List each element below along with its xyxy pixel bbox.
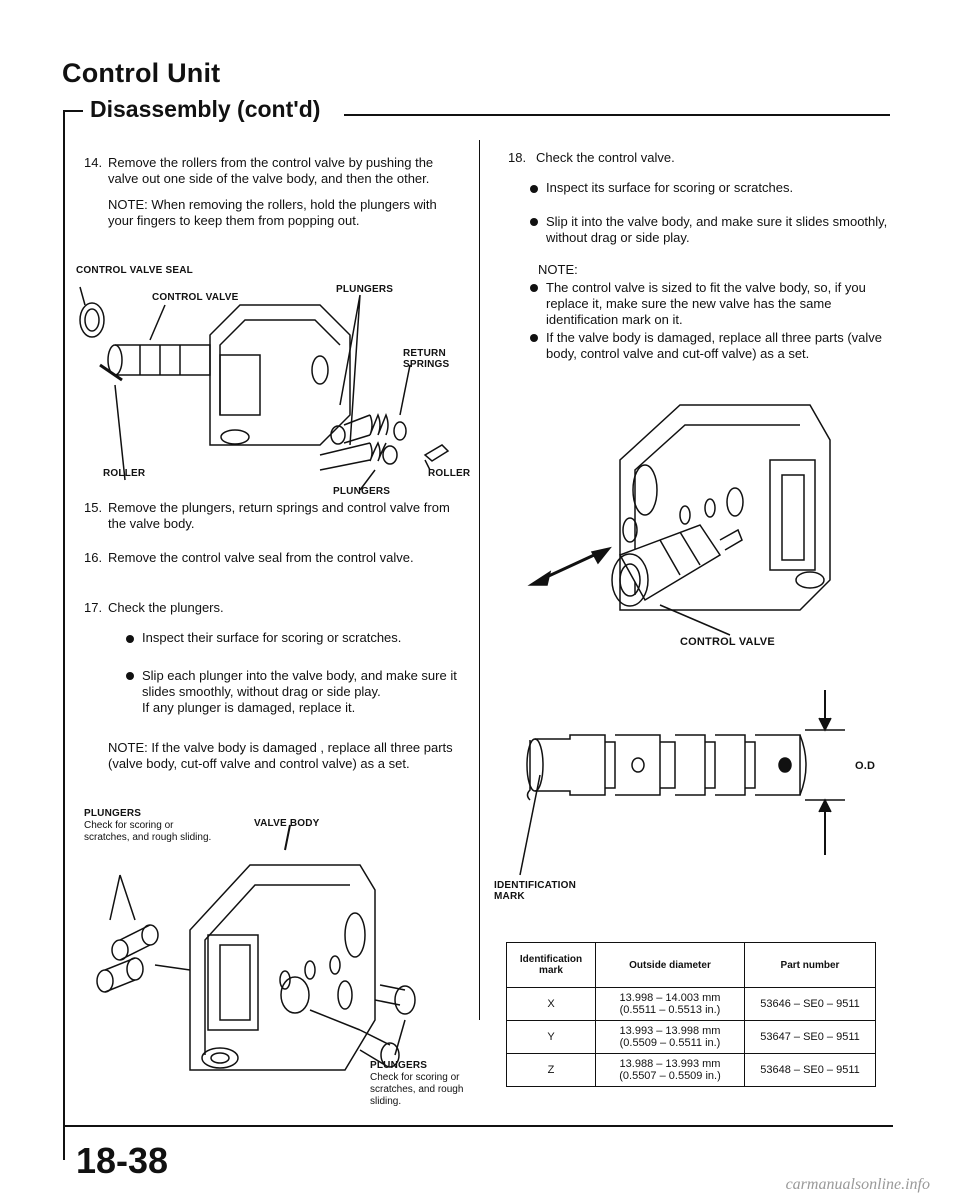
bullet-icon <box>530 334 538 342</box>
header-bracket-top <box>63 110 83 112</box>
step-15: 15. Remove the plungers, return springs and control valve from the valve body. <box>84 500 450 531</box>
cell-part: 53647 – SE0 – 9511 <box>745 1021 876 1054</box>
page-title: Control Unit <box>62 58 221 88</box>
th-identification-mark: Identification mark <box>507 943 596 988</box>
step-18-bullet-1: Inspect its surface for scoring or scratches. <box>530 180 890 196</box>
fig2-label-plungers: PLUNGERS <box>84 808 142 819</box>
figure-control-valve-od <box>500 680 890 890</box>
table-row <box>507 1054 876 1087</box>
left-margin-rule <box>63 110 65 1160</box>
fig2-caption-plungers: Check for scoring or scratches, and rough sliding. <box>84 820 212 843</box>
step-17-note: NOTE: If the valve body is damaged , replace all three parts (valve body, cut-off valve and control valve) as a set. <box>108 740 453 771</box>
section-subtitle: Disassembly (cont'd) <box>90 96 321 122</box>
step-17-bullet-1: Inspect their surface for scoring or scratches. <box>126 630 466 646</box>
step-14: 14. Remove the rollers from the control valve by pushing the valve out one side of the valve body, and then the other. NOTE: When removing the rollers, hold the plungers with your fingers to keep them from popping out. <box>84 155 459 229</box>
cell-part: 53646 – SE0 – 9511 <box>745 988 876 1021</box>
step-17-bullet-2: Slip each plunger into the valve body, and make sure it slides smoothly, without drag or side play. If any plunger is damaged, replace it. <box>126 668 462 716</box>
label-control-valve: CONTROL VALVE <box>152 292 239 303</box>
spec-table <box>506 942 876 1087</box>
footer-rule <box>63 1125 893 1127</box>
table-row <box>507 1021 876 1054</box>
step-18-bullet-2: Slip it into the valve body, and make sure it slides smoothly, without drag or side play. <box>530 214 890 246</box>
cell-mark: Z <box>507 1054 596 1087</box>
step-18-note-2: If the valve body is damaged, replace all three parts (valve body, control valve and cut-off valve) as a set. <box>530 330 890 362</box>
cell-od: 13.993 – 13.998 mm (0.5509 – 0.5511 in.) <box>596 1021 745 1054</box>
fig4-label-od: O.D <box>855 760 876 772</box>
cell-od: 13.988 – 13.993 mm (0.5507 – 0.5509 in.) <box>596 1054 745 1087</box>
th-outside-diameter: Outside diameter <box>596 943 745 988</box>
fig2-caption-plungers-2: Check for scoring or scratches, and rough sliding. <box>370 1072 464 1107</box>
cell-mark: Y <box>507 1021 596 1054</box>
header-rule <box>344 114 890 116</box>
label-control-valve-seal: CONTROL VALVE SEAL <box>76 265 193 276</box>
th-part-number: Part number <box>745 943 876 988</box>
step-14-text: Remove the rollers from the control valve by pushing the valve out one side of the valve body, and then the other. <box>108 155 434 186</box>
fig2-label-valve-body: VALVE BODY <box>254 818 320 829</box>
label-plungers-top: PLUNGERS <box>336 284 394 295</box>
page-number: 18-38 <box>76 1140 169 1181</box>
label-roller-left: ROLLER <box>103 468 146 479</box>
step-14-note: NOTE: When removing the rollers, hold the plungers with your fingers to keep them from popping out. <box>108 197 437 228</box>
bullet-icon <box>126 635 134 643</box>
bullet-icon <box>530 284 538 292</box>
table-row <box>507 988 876 1021</box>
bullet-icon <box>530 218 538 226</box>
cell-mark: X <box>507 988 596 1021</box>
label-plungers-bottom: PLUNGERS <box>333 486 391 497</box>
step-17: 17. Check the plungers. <box>84 600 224 615</box>
bullet-icon <box>530 185 538 193</box>
cell-part: 53648 – SE0 – 9511 <box>745 1054 876 1087</box>
step-18-note-1: The control valve is sized to fit the valve body, so, if you replace it, make sure the new valve has the same identification mark on it. <box>530 280 890 328</box>
bullet-icon <box>126 672 134 680</box>
watermark: carmanualsonline.info <box>785 1176 930 1193</box>
fig4-label-identification-mark: IDENTIFICATION MARK <box>494 880 577 902</box>
step-18-note-label: NOTE: <box>538 262 578 277</box>
cell-od: 13.998 – 14.003 mm (0.5511 – 0.5513 in.) <box>596 988 745 1021</box>
step-16: 16. Remove the control valve seal from the control valve. <box>84 550 414 565</box>
figure-control-valve-in-body <box>520 380 890 640</box>
step-18: 18. Check the control valve. <box>508 150 675 165</box>
fig2-label-plungers-2: PLUNGERS <box>370 1060 428 1071</box>
label-return-springs: RETURN SPRINGS <box>403 348 450 370</box>
fig3-label-control-valve: CONTROL VALVE <box>680 636 775 648</box>
label-roller-right: ROLLER <box>428 468 471 479</box>
table-header-row <box>507 943 876 988</box>
